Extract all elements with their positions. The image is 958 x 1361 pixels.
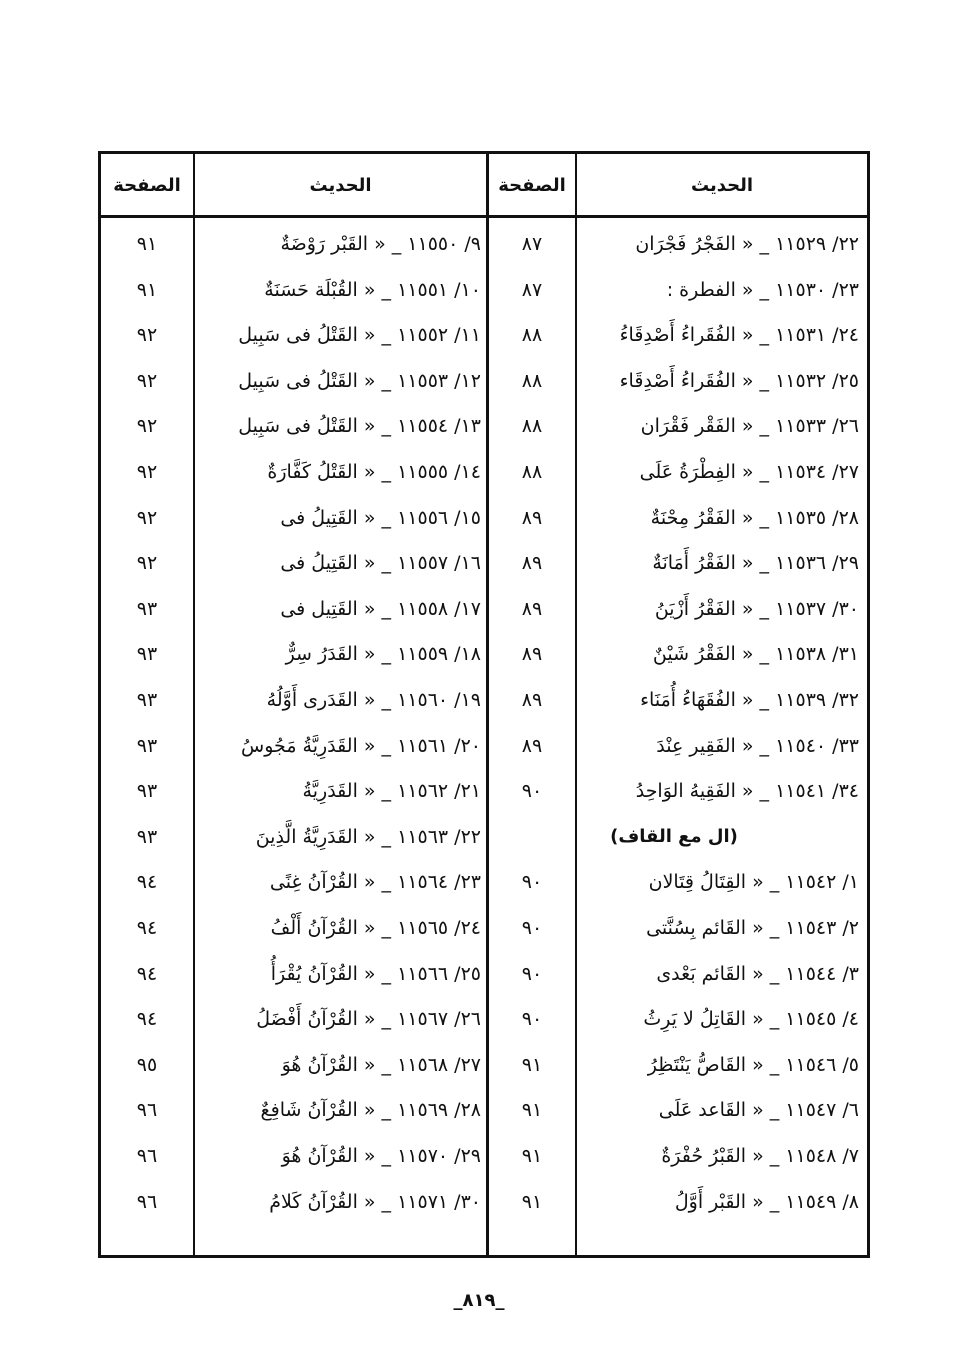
page-number-cell: ٩٢: [136, 324, 158, 347]
page-number-cell: ٩٣: [136, 825, 158, 848]
index-table: [98, 151, 870, 1258]
hadith-entry: ٢٥/ ١١٥٣٢ _ « الفُقَراءُ أَصْدِقَاء: [619, 369, 859, 392]
hadith-entry: ٢٠/ ١١٥٦١ _ « القَدَرِيَّةُ مَجُوسُ: [241, 734, 481, 757]
divider: [193, 154, 195, 1255]
page-number-cell: ٩١: [521, 1190, 543, 1213]
hadith-entry: ٢٦/ ١١٥٣٣ _ « الفَقْر فَقْرَان: [640, 415, 859, 438]
page-number-cell: ٩٣: [136, 780, 158, 803]
right-hadith-header: الحديث: [690, 174, 754, 196]
page-number: _٨١٩_: [453, 1290, 505, 1311]
page-number-cell: ٩٣: [136, 689, 158, 711]
hadith-entry: ١١/ ١١٥٥٢ _ « القَتْلُ فى سَبِيل: [238, 324, 481, 347]
page-number-cell: ٩٣: [136, 643, 158, 666]
hadith-entry: ٢٢/ ١١٥٦٣ _ « القَدَرِيَّةُ الَّذِينَ: [255, 825, 481, 848]
hadith-entry: ٣١/ ١١٥٣٨ _ « الفَقْرُ شَيْنٌ: [652, 643, 859, 666]
hadith-entry: ٢٢/ ١١٥٢٩ _ « الفَجْرُ فَجْرَان: [635, 233, 859, 255]
hadith-entry: ٢٤/ ١١٥٣١ _ « الفُقَراءُ أَصْدِقَاءُ: [619, 324, 859, 347]
hadith-entry: ٢/ ١١٥٤٣ _ « القَائم بِسُنَّتى: [646, 917, 859, 939]
hadith-entry: ٣٠/ ١١٥٧١ _ « القُرْآنُ كَلامُ: [269, 1190, 481, 1213]
page-number-cell: ٩٢: [136, 461, 158, 483]
page-number-cell: ٩١: [521, 1099, 543, 1122]
page-number-cell: ٩٠: [521, 780, 543, 803]
page-number-cell: ٨٧: [521, 278, 543, 301]
hadith-entry: ١٦/ ١١٥٥٧ _ « القَتِيلُ فى: [280, 552, 481, 575]
hadith-entry: ١٩/ ١١٥٦٠ _ « القَدَرى أَوَّلُهُ: [266, 689, 481, 711]
hadith-entry: ٦/ ١١٥٤٧ _ « القَاعد عَلَى: [658, 1099, 859, 1122]
divider: [575, 154, 577, 1255]
hadith-entry: ٢٩/ ١١٥٣٦ _ « الفَقْرُ أَمَانَةٌ: [652, 552, 859, 575]
page-number-cell: ٩١: [136, 278, 158, 301]
page-number-cell: ٩٥: [136, 1053, 158, 1076]
page-number-cell: ٩٢: [136, 506, 158, 529]
hadith-entry: ٥/ ١١٥٤٦ _ « القَاصُّ يَنْتَظِرُ: [647, 1053, 859, 1076]
hadith-entry: ٢٨/ ١١٥٣٥ _ « الفَقْرُ مِحْنَةٌ: [650, 506, 859, 529]
page-number-cell: ٩٢: [136, 415, 158, 438]
right-page-header: الصفحة: [498, 174, 566, 196]
hadith-entry: ٣٤/ ١١٥٤١ _ « الفَقِيهُ الوَاحِدُ: [635, 780, 859, 803]
page-number-cell: ٨٩: [521, 597, 543, 620]
section-heading: (ال مع القاف): [610, 826, 738, 848]
page-number-cell: ٨٧: [521, 233, 543, 255]
page-number-cell: ٨٩: [521, 506, 543, 529]
hadith-entry: ٢٥/ ١١٥٦٦ _ « القُرْآنُ يُقْرَأُ: [270, 962, 481, 985]
hadith-entry: ٣٢/ ١١٥٣٩ _ « الفُقَهَاءُ أُمَنَاء: [640, 689, 859, 711]
hadith-entry: ٢٩/ ١١٥٧٠ _ « القُرْآنُ هُوَ: [281, 1145, 481, 1167]
page-number-cell: ٩٢: [136, 552, 158, 575]
page-number-cell: ٩٤: [136, 1008, 158, 1031]
page-number-cell: ٩٦: [136, 1190, 158, 1213]
hadith-entry: ١٤/ ١١٥٥٥ _ « القَتْلُ كَفَّارَةٌ: [267, 461, 481, 483]
hadith-entry: ٣٠/ ١١٥٣٧ _ « الفَقْرُ أَزْيَنُ: [654, 597, 859, 620]
hadith-entry: ٢٧/ ١١٥٣٤ _ « الفِطْرَةُ عَلَى: [639, 461, 859, 483]
page-number-cell: ٨٩: [521, 643, 543, 666]
page-number-cell: ٨٩: [521, 689, 543, 711]
hadith-entry: ٢١/ ١١٥٦٢ _ « القَدَرِيَّةُ: [302, 780, 481, 803]
hadith-entry: ١٧/ ١١٥٥٨ _ « القَتِيل فى: [280, 597, 481, 620]
page-number-cell: ٩٤: [136, 917, 158, 939]
page-number-cell: ٩١: [136, 233, 158, 255]
hadith-entry: ١٠/ ١١٥٥١ _ « القُبْلَة حَسَنَةٌ: [264, 278, 481, 301]
hadith-entry: ١٣/ ١١٥٥٤ _ « القَتْلُ فى سَبِيل: [238, 415, 481, 438]
page-number-cell: ٨٨: [521, 415, 543, 438]
hadith-entry: ١٨/ ١١٥٥٩ _ « القَدَرُ سِرٌّ: [285, 643, 481, 666]
page-number-cell: ٨٨: [521, 369, 543, 392]
hadith-entry: ٢٨/ ١١٥٦٩ _ « القُرْآنُ شَافِعٌ: [260, 1099, 481, 1122]
page-number-cell: ٩٣: [136, 734, 158, 757]
page-number-cell: ٨٨: [521, 461, 543, 483]
hadith-entry: ٨/ ١١٥٤٩ _ « القَبْر أَوَّلُ: [674, 1190, 859, 1213]
hadith-entry: ٣٣/ ١١٥٤٠ _ « الفَقِير عِنْدَ: [656, 734, 859, 757]
hadith-entry: ٢٧/ ١١٥٦٨ _ « القُرْآنُ هُوَ: [281, 1053, 481, 1076]
page-number-cell: ٩١: [521, 1145, 543, 1167]
page-number-cell: ٩٤: [136, 962, 158, 985]
page-number-cell: ٩٠: [521, 1008, 543, 1031]
hadith-entry: ٩/ ١١٥٥٠ _ « القَبْر رَوْضَةٌ: [280, 233, 481, 255]
page-number-cell: ٩٦: [136, 1145, 158, 1167]
page-number-cell: ٩٦: [136, 1099, 158, 1122]
page-number-cell: ٩٣: [136, 597, 158, 620]
page-number-cell: [489, 814, 575, 860]
hadith-entry: ١/ ١١٥٤٢ _ « القِتَالُ قِتَالان: [648, 871, 859, 894]
hadith-entry: ٢٦/ ١١٥٦٧ _ « القُرْآنُ أَفْضَلُ: [256, 1008, 481, 1031]
page-number-cell: ٩١: [521, 1053, 543, 1076]
hadith-entry: ٣/ ١١٥٤٤ _ « القَائم بَعْدى: [656, 962, 859, 985]
page-number-cell: ٨٩: [521, 734, 543, 757]
left-page-header: الصفحة: [113, 174, 181, 196]
page-number-cell: ٩٠: [521, 871, 543, 894]
hadith-entry: ١٥/ ١١٥٥٦ _ « القَتِيلُ فى: [280, 506, 481, 529]
page-number-cell: ٩٠: [521, 962, 543, 985]
hadith-entry: ٢٤/ ١١٥٦٥ _ « القُرْآنُ أَلْفُ: [270, 917, 481, 939]
page-number-cell: ٨٩: [521, 552, 543, 575]
page-number-cell: ٨٨: [521, 324, 543, 347]
page-number-cell: ٩٢: [136, 369, 158, 392]
page-number-cell: ٩٤: [136, 871, 158, 894]
left-hadith-header: الحديث: [309, 174, 372, 196]
hadith-entry: ١٢/ ١١٥٥٣ _ « القَتْلُ فى سَبِيل: [238, 369, 481, 392]
hadith-entry: ٢٣/ ١١٥٣٠ _ « الفطرة :: [666, 278, 859, 301]
hadith-entry: ٤/ ١١٥٤٥ _ « القَاتِلُ لا يَرِثُ: [643, 1008, 859, 1031]
hadith-entry: ٧/ ١١٥٤٨ _ « القَبْرُ حُفْرَةٌ: [661, 1145, 859, 1167]
hadith-entry: ٢٣/ ١١٥٦٤ _ « القُرْآنُ غِنًى: [269, 871, 481, 894]
page-number-cell: ٩٠: [521, 917, 543, 939]
